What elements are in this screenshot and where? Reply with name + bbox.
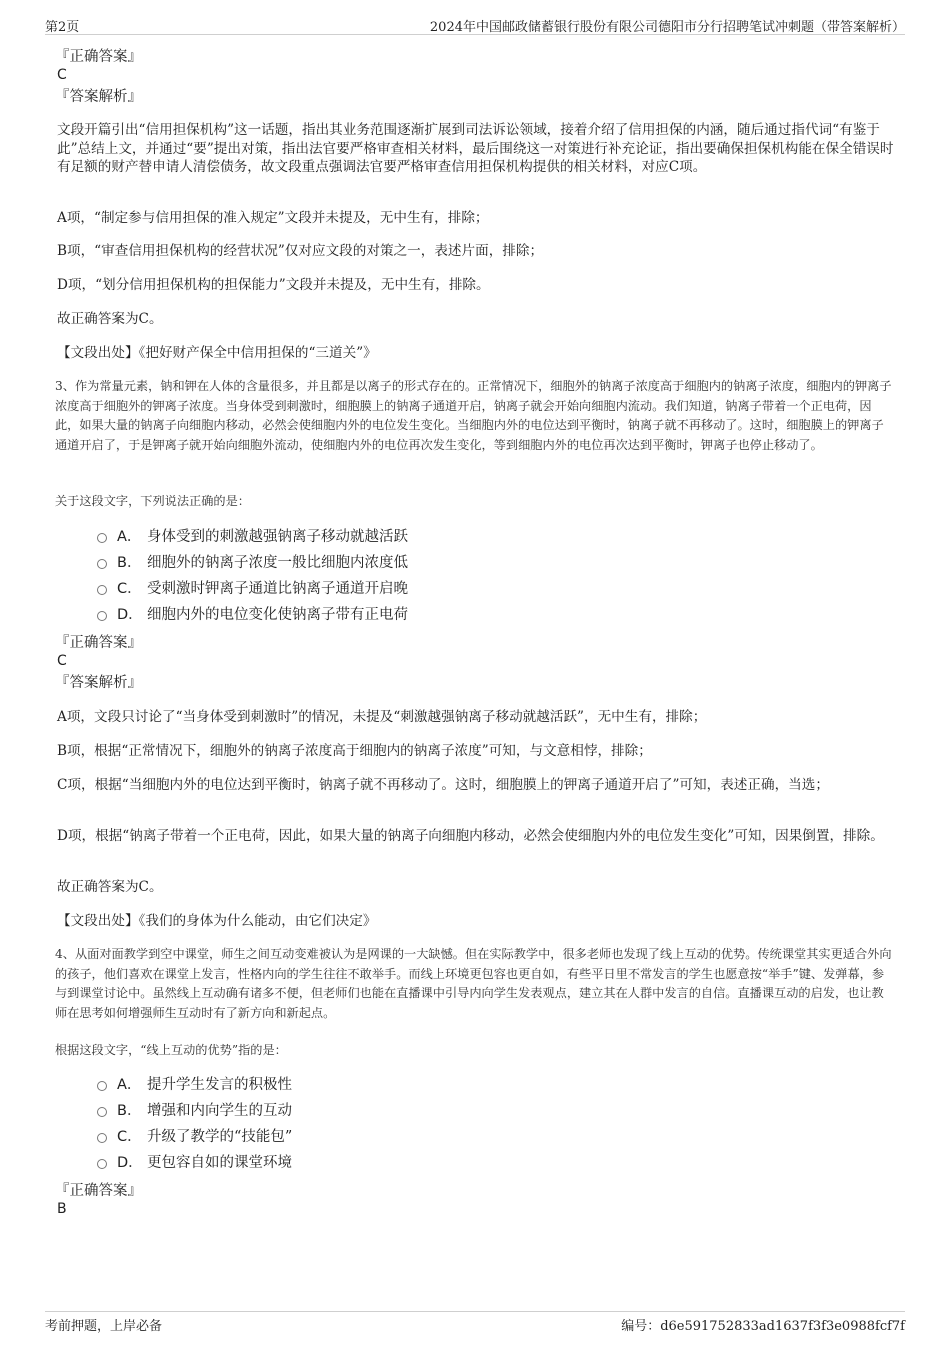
q3-analysis-d: D项，根据“钠离子带着一个正电荷，因此，如果大量的钠离子向细胞内移动，必然会使细胞内外的电位发生变化”可知，因果倒置，排除。 — [57, 828, 884, 844]
q3-conclusion: 故正确答案为C。 — [57, 879, 163, 895]
q4-option-a[interactable]: A． 提升学生发言的积极性 — [97, 1075, 292, 1095]
q3-answer-label: 『正确答案』 — [55, 635, 142, 651]
q3-analysis-b: B项，根据“正常情况下，细胞外的钠离子浓度高于细胞内的钠离子浓度”可知，与文意相悖，排除； — [57, 743, 652, 759]
q2-source: 【文段出处】《把好财产保全中信用担保的“三道关”》 — [57, 345, 377, 361]
q2-analysis-d: D项，“划分信用担保机构的担保能力”文段并未提及，无中生有，排除。 — [57, 277, 490, 293]
radio-icon[interactable] — [97, 611, 107, 621]
q3-question: 关于这段文字，下列说法正确的是： — [55, 494, 250, 508]
q4-question: 根据这段文字，“线上互动的优势”指的是： — [55, 1043, 287, 1057]
radio-icon[interactable] — [97, 559, 107, 569]
q3-option-c[interactable]: C． 受刺激时钾离子通道比钠离子通道开启晚 — [97, 579, 408, 599]
document-code: 编号：d6e591752833ad1637f3f3e0988fcf7f — [621, 1319, 905, 1334]
q2-answer-label: 『正确答案』 — [55, 49, 142, 65]
q3-analysis-a: A项，文段只讨论了“当身体受到刺激时”的情况，未提及“刺激越强钠离子移动就越活跃”，无中生有，排除； — [57, 709, 707, 725]
q3-source: 【文段出处】《我们的身体为什么能动，由它们决定》 — [57, 913, 377, 929]
q3-analysis-c: C项，根据“当细胞内外的电位达到平衡时，钠离子就不再移动了。这时，细胞膜上的钾离子通道开启了”可知，表述正确，当选； — [57, 777, 829, 793]
q4-option-d[interactable]: D． 更包容自如的课堂环境 — [97, 1153, 292, 1173]
page-footer — [45, 1311, 905, 1334]
footer-slogan: 考前押题，上岸必备 — [45, 1319, 163, 1334]
q2-analysis: 文段开篇引出“信用担保机构”这一话题，指出其业务范围逐渐扩展到司法诉讼领域，接着介绍了信用担保的内涵，随后通过指代词“有鉴于此”总结上文，并通过“要”提出对策，指出法官要严格审查相关材料，最后围绕这一对策进行补充论证，指出要确保担保机构能在保全错误时有足额的财产替申请人清偿债务，故文段重点强调法官要严格审查信用担保机构提供的相关材料，对应C项。 — [57, 122, 894, 175]
q3-answer: C — [57, 653, 67, 669]
radio-icon[interactable] — [97, 585, 107, 595]
q2-conclusion: 故正确答案为C。 — [57, 311, 163, 327]
q2-answer: C — [57, 67, 67, 83]
q4-option-c[interactable]: C． 升级了教学的“技能包” — [97, 1127, 292, 1147]
page-header — [45, 14, 905, 35]
radio-icon[interactable] — [97, 533, 107, 543]
radio-icon[interactable] — [97, 1107, 107, 1117]
q2-analysis-b: B项，“审查信用担保机构的经营状况”仅对应文段的对策之一，表述片面，排除； — [57, 243, 544, 259]
page-number: 第2页 — [45, 20, 80, 35]
q2-analysis-a: A项，“制定参与信用担保的准入规定”文段并未提及，无中生有，排除； — [57, 210, 489, 226]
q3-passage: 3、作为常量元素，钠和钾在人体的含量很多，并且都是以离子的形式存在的。正常情况下，细胞外的钠离子浓度高于细胞内的钠离子浓度，细胞内的钾离子浓度高于细胞外的钾离子浓度。当身体受到刺激时，细胞膜上的钠离子通道开启，钠离子就会开始向细胞内流动。我们知道，钠离子带着一个正电荷，因此，如果大量的钠离子向细胞内移动，必然会使细胞内外的电位发生变化。当细胞内外的电位达到平衡时，钠离子就不再移动了。这时，细胞膜上的钾离子通道开启了，于是钾离子就开始向细胞外流动，使细胞内外的电位再次发生变化，等到细胞内外的电位再次达到平衡时，钾离子也停止移动了。 — [55, 379, 892, 452]
radio-icon[interactable] — [97, 1081, 107, 1091]
q4-passage: 4、从面对面教学到空中课堂，师生之间互动变难被认为是网课的一大缺憾。但在实际教学中，很多老师也发现了线上互动的优势。传统课堂其实更适合外向的孩子，他们喜欢在课堂上发言，性格内向的学生往往不敢举手。而线上环境更包容也更自如，有些平日里不常发言的学生也愿意按“举手”键、发弹幕，参与到课堂讨论中。虽然线上互动确有诸多不便，但老师们也能在直播课中引导内向学生发表观点，建立其在人群中发言的自信。直播课互动的启发，也让教师在思考如何增强师生互动时有了新方向和新起点。 — [55, 947, 892, 1020]
q2-analysis-label: 『答案解析』 — [55, 89, 142, 105]
document-title: 2024年中国邮政储蓄银行股份有限公司德阳市分行招聘笔试冲刺题（带答案解析） — [429, 20, 905, 35]
q4-answer-label: 『正确答案』 — [55, 1183, 142, 1199]
q4-answer: B — [57, 1201, 67, 1217]
q4-option-b[interactable]: B． 增强和内向学生的互动 — [97, 1101, 292, 1121]
radio-icon[interactable] — [97, 1159, 107, 1169]
q3-option-b[interactable]: B． 细胞外的钠离子浓度一般比细胞内浓度低 — [97, 553, 408, 573]
radio-icon[interactable] — [97, 1133, 107, 1143]
q3-option-d[interactable]: D． 细胞内外的电位变化使钠离子带有正电荷 — [97, 605, 408, 625]
q3-option-a[interactable]: A． 身体受到的刺激越强钠离子移动就越活跃 — [97, 527, 408, 547]
q3-analysis-label: 『答案解析』 — [55, 675, 142, 691]
